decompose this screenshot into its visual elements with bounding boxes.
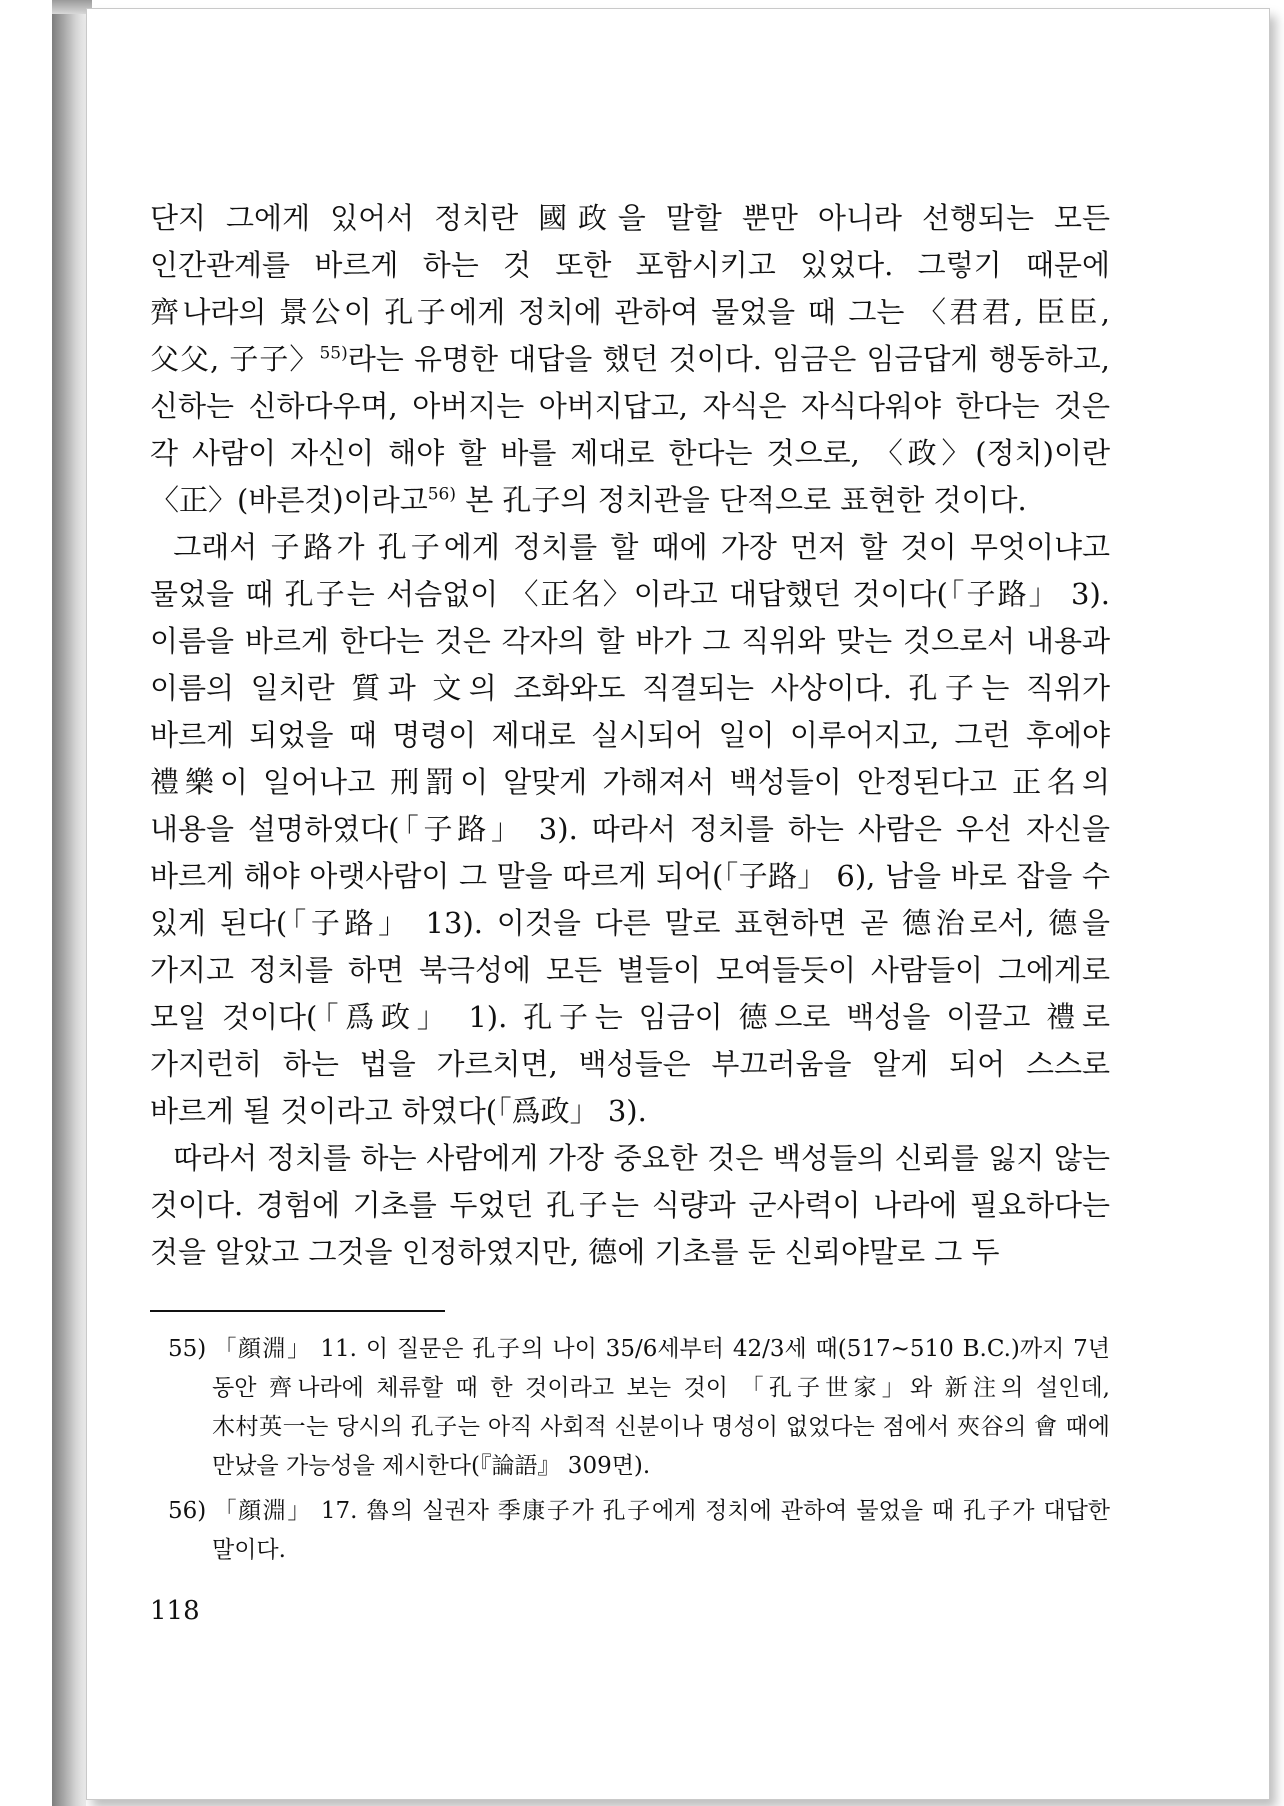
paragraph-1	[150, 195, 1110, 524]
footnotes	[168, 1330, 1110, 1576]
footnote-text: 「顔淵」 11. 이 질문은 孔子의 나이 35/6세부터 42/3세 때(517~510 B.C.)까지 7년 동안 齊나라에 체류할 때 한 것이라고 보는 것이 「孔子世家」와 新注의 설인데, 木村英一는 당시의 孔子는 아직 사회적 신분이나 명성이 없었다는 점에서 夾谷의 會 때에 만났을 가능성을 제시한다(『論語』 309면).	[212, 1336, 1110, 1479]
footnote-text: 「顔淵」 17. 魯의 실권자 季康子가 孔子에게 정치에 관하여 물었을 때 孔子가 대답한 말이다.	[212, 1498, 1110, 1563]
page-number: 118	[150, 1596, 200, 1626]
body-text	[150, 195, 1110, 1276]
footnote-55	[168, 1330, 1110, 1486]
footnote-number: 55)	[168, 1336, 207, 1362]
paragraph-3: 따라서 정치를 하는 사람에게 가장 중요한 것은 백성들의 신뢰를 잃지 않는 것이다. 경험에 기초를 두었던 孔子는 식량과 군사력이 나라에 필요하다는 것을 알았고 그것을 인정하였지만, 德에 기초를 둔 신뢰야말로 그 두	[150, 1141, 1110, 1269]
footnote-number: 56)	[168, 1498, 207, 1524]
paragraph-1-text-end: 본 孔子의 정치관을 단적으로 표현한 것이다.	[455, 483, 1027, 517]
paragraph-1-text-continued: 라는 유명한 대답을 했던 것이다. 임금은 임금답게 행동하고, 신하는 신하다우며, 아버지는 아버지답고, 자식은 자식다워야 한다는 것은 각 사람이 자신이 해야 할 바를 제대로 한다는 것으로, 〈政〉(정치)이란 〈正〉(바른것)이라고	[150, 342, 1110, 517]
paragraph-2: 그래서 子路가 孔子에게 정치를 할 때에 가장 먼저 할 것이 무엇이냐고 물었을 때 孔子는 서슴없이 〈正名〉이라고 대답했던 것이다(「子路」 3). 이름을 바르게 한다는 것은 각자의 할 바가 그 직위와 맞는 것으로서 내용과 이름의 일치란 質과 文의 조화와도 직결되는 사상이다. 孔子는 직위가 바르게 되었을 때 명령이 제대로 실시되어 일이 이루어지고, 그런 후에야 禮樂이 일어나고 刑罰이 알맞게 가해져서 백성들이 안정된다고 正名의 내용을 설명하였다(「子路」 3). 따라서 정치를 하는 사람은 우선 자신을 바르게 해야 아랫사람이 그 말을 따르게 되어(「子路」 6), 남을 바로 잡을 수 있게 된다(「子路」 13). 이것을 다른 말로 표현하면 곧 德治로서, 德을 가지고 정치를 하면 북극성에 모든 별들이 모여들듯이 사람들이 그에게로 모일 것이다(「爲政」 1). 孔子는 임금이 德으로 백성을 이끌고 禮로 가지런히 하는 법을 가르치면, 백성들은 부끄러움을 알게 되어 스스로 바르게 될 것이라고 하였다(「爲政」 3).	[150, 530, 1110, 1128]
footnote-ref-55: 55)	[319, 343, 348, 364]
book-page-edge	[52, 0, 86, 1806]
footnote-ref-56: 56)	[427, 484, 456, 505]
footnote-56	[168, 1492, 1110, 1570]
paragraph-1-text: 단지 그에게 있어서 정치란 國政을 말할 뿐만 아니라 선행되는 모든 인간관계를 바르게 하는 것 또한 포함시키고 있었다. 그렇기 때문에 齊나라의 景公이 孔子에게 정치에 관하여 물었을 때 그는 〈君君, 臣臣, 父父, 子子〉	[150, 201, 1110, 376]
footnote-divider	[150, 1310, 445, 1312]
